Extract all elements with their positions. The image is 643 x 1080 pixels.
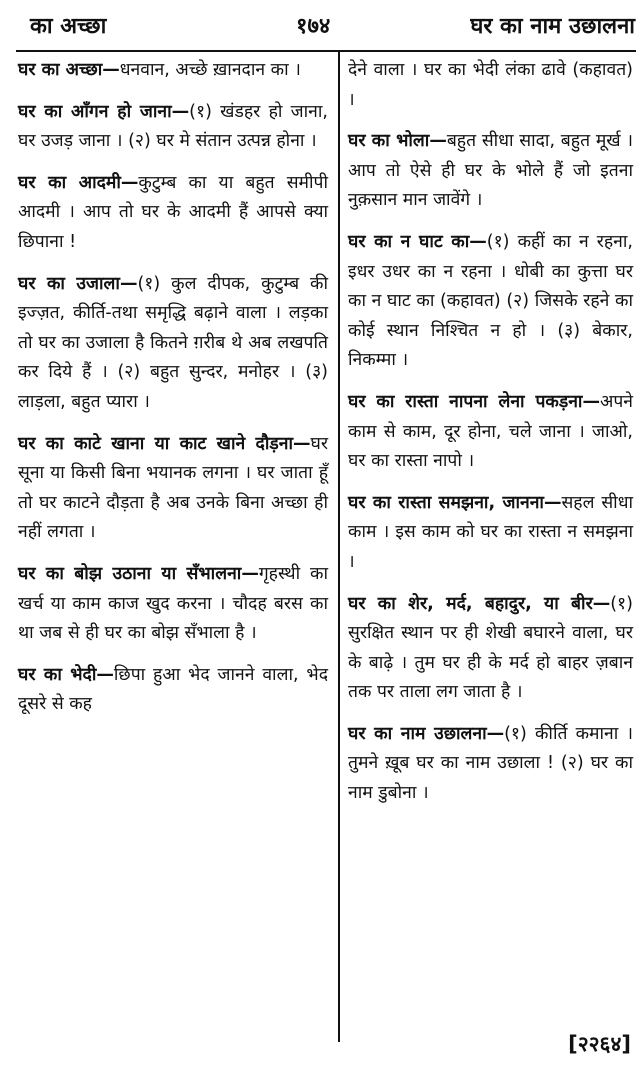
em-dash: — [429, 131, 447, 152]
entry-definition: (१) खंडहर हो जाना, घर उजड़ जाना । (२) घर मे संतान उत्पन्न होना । [18, 101, 328, 152]
entry-headword: घर का रास्ता नापना लेना पकड़ना [348, 391, 583, 412]
left-column [18, 56, 328, 732]
entry-definition: (१) कहीं का न रहना, इधर उधर का न रहना । धोबी का कुत्ता घर का न घाट का (कहावत) (२) जिसके रहने का कोई स्थान निश्चित न हो । (३) बेकार, निकम्मा । [348, 231, 633, 371]
dictionary-entry [348, 127, 633, 216]
entry-headword: घर का शेर, मर्द, बहादुर, या बीर [348, 593, 593, 614]
entry-headword: घर का रास्ता समझना, जानना [348, 492, 544, 513]
dictionary-entry [18, 169, 328, 258]
entry-headword: घर का अच्छा [18, 60, 103, 80]
em-dash: — [592, 593, 611, 614]
entry-definition: धनवान, अच्छे ख़ानदान का । [119, 60, 301, 80]
page-reference: [२२६४] [568, 1032, 631, 1056]
header-rule [16, 50, 636, 52]
em-dash: — [171, 101, 190, 122]
dictionary-entry [18, 430, 328, 548]
em-dash: — [486, 723, 505, 744]
em-dash: — [96, 664, 114, 685]
page-header [0, 8, 643, 48]
entry-headword: घर का आदमी [18, 172, 121, 193]
entry-definition: घर सूना या किसी बिना भयानक लगना । घर जाता हूँ तो घर काटने दौड़ता है अब उनके बिना अच्छा ही नहीं लगता । [18, 433, 328, 543]
right-column [348, 56, 633, 821]
dictionary-entry [18, 270, 328, 418]
header-right-word: घर का नाम उछालना [470, 14, 635, 39]
dictionary-entry [348, 489, 633, 578]
em-dash: — [543, 492, 562, 513]
column-divider [338, 52, 340, 1042]
page-number: १७४ [296, 14, 331, 39]
dictionary-entry [18, 56, 328, 86]
entry-definition: गृहस्थी का खर्च या काम काज खुद करना । चौदह बरस का था जब से ही घर का बोझ सँभाला है । [18, 563, 328, 644]
em-dash: — [582, 391, 600, 412]
entry-definition: सहल सीधा काम । इस काम को घर का रास्ता न समझना । [348, 492, 633, 572]
entry-headword: घर का भोला [348, 131, 430, 152]
dictionary-entry [348, 590, 633, 708]
dictionary-entry [348, 56, 633, 115]
em-dash: — [120, 172, 139, 193]
entry-headword: घर का उजाला [18, 273, 120, 294]
entry-definition: देने वाला । घर का भेदी लंका ढावे (कहावत) । [348, 60, 633, 110]
entry-definition: (१) सुरक्षित स्थान पर ही शेखी बघारने वाला, घर के बाढ़े । तुम घर ही के मर्द हो बाहर ज़बान तक पर ताला लग जाता है । [348, 593, 633, 703]
dictionary-entry [348, 720, 633, 809]
entry-definition: अपने काम से काम, दूर होना, चले जाना । जाओ, घर का रास्ता नापो । [348, 391, 633, 472]
entry-headword: घर का भेदी [18, 664, 97, 685]
entry-definition: कुटुम्ब का या बहुत समीपी आदमी । आप तो घर के आदमी हैं आपसे क्या छिपाना ! [18, 172, 328, 252]
em-dash: — [293, 433, 311, 454]
em-dash: — [241, 563, 259, 584]
entry-headword: घर का काटे खाना या काट खाने दौड़ना [18, 433, 293, 454]
dictionary-entry [348, 228, 633, 376]
em-dash: — [102, 60, 120, 80]
entry-headword: घर का नाम उछालना [348, 723, 487, 744]
entry-headword: घर का आँगन हो जाना [18, 101, 172, 122]
entry-headword: घर का न घाट का [348, 231, 470, 252]
dictionary-entry [18, 560, 328, 649]
em-dash: — [119, 273, 138, 294]
em-dash: — [469, 231, 487, 252]
dictionary-entry [18, 98, 328, 157]
entry-definition: (१) कुल दीपक, कुटुम्ब की इज्ज़त, कीर्ति-तथा समृद्धि बढ़ाने वाला । लड़का तो घर का उजाला है कितने ग़रीब थे अब लखपति कर दिये हैं । (२) बहुत सुन्दर, मनोहर । (३) लाड़ला, बहुत प्यारा । [18, 273, 328, 412]
entry-definition: (१) कीर्ति कमाना । तुमने ख़ूब घर का नाम उछाला ! (२) घर का नाम डुबोना । [348, 723, 633, 804]
entry-definition: छिपा हुआ भेद जानने वाला, भेद दूसरे से कह [18, 664, 328, 715]
dictionary-entry [348, 388, 633, 477]
header-left-word: का अच्छा [30, 14, 107, 39]
entry-headword: घर का बोझ उठाना या सँभालना [18, 563, 242, 584]
dictionary-entry [18, 661, 328, 720]
entry-definition: बहुत सीधा सादा, बहुत मूर्ख । आप तो ऐसे ही घर के भोले हैं जो इतना नुक़सान मान जावेंगे । [348, 131, 634, 211]
